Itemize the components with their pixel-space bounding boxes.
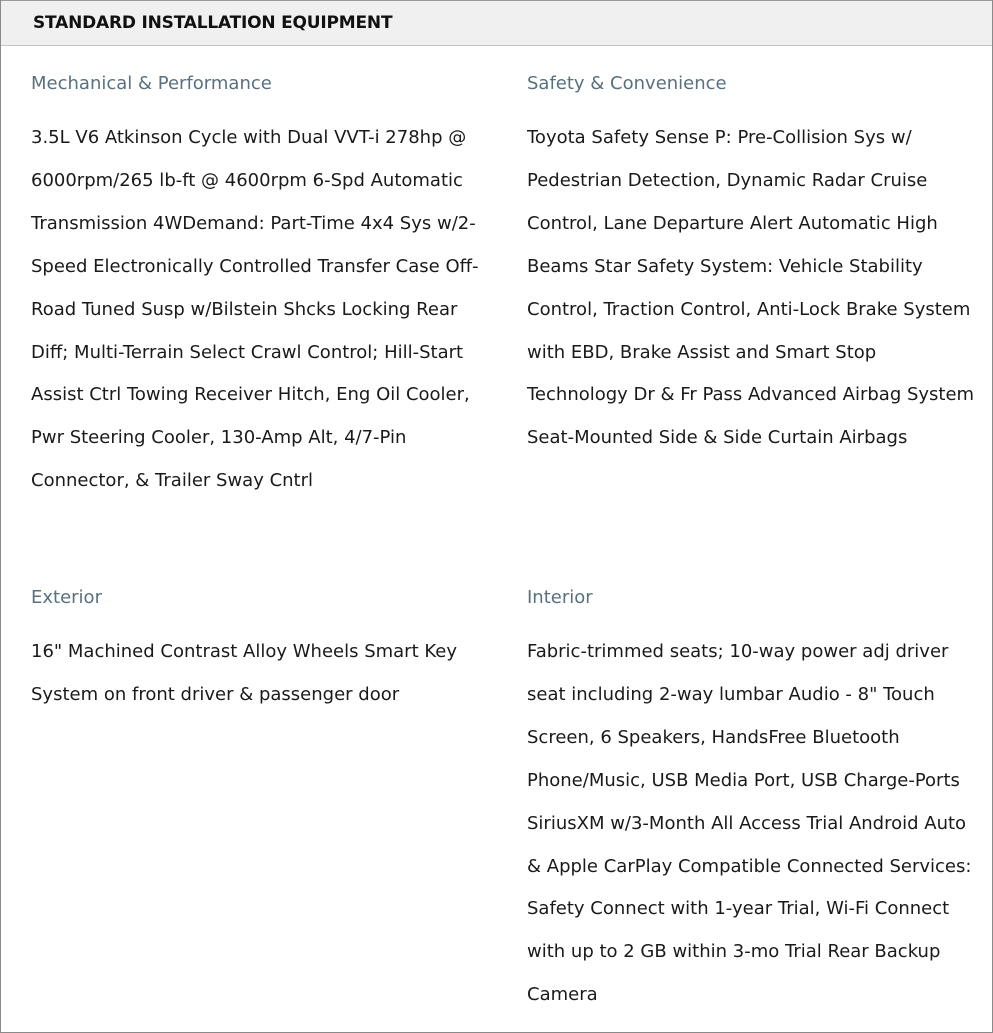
section-body-mechanical: 3.5L V6 Atkinson Cycle with Dual VVT-i 278hp @ 6000rpm/265 lb-ft @ 4600rpm 6-Spd Automatic Transmission 4WDemand: Part-Time 4x4 Sys w/2-Speed Electronically Controlled Transfer Case Off-Road Tuned Susp w/Bilstein Shcks Locking Rear Diff; Multi-Terrain Select Crawl Control; Hill-Start Assist Ctrl Towing Receiver Hitch, Eng Oil Cooler, Pwr Steering Cooler, 130-Amp Alt, 4/7-Pin Connector, & Trailer Sway Cntrl (31, 127, 479, 492)
section-mechanical (31, 72, 481, 503)
section-body-interior: Fabric-trimmed seats; 10-way power adj driver seat including 2-way lumbar Audio - 8" Touch Screen, 6 Speakers, HandsFree Bluetooth Phone/Music, USB Media Port, USB Charge-Ports SiriusXM w/3-Month All Access Trial Android Auto & Apple CarPlay Compatible Connected Services: Safety Connect with 1-year Trial, Wi-Fi Connect with up to 2 GB within 3-mo Trial Rear Backup Camera (527, 641, 972, 1006)
panel-title: STANDARD INSTALLATION EQUIPMENT (33, 13, 393, 33)
section-interior (527, 586, 977, 1017)
section-title-safety: Safety & Convenience (527, 73, 727, 94)
section-title-mechanical: Mechanical & Performance (31, 73, 272, 94)
section-body-safety: Toyota Safety Sense P: Pre-Collision Sys w/ Pedestrian Detection, Dynamic Radar Cruise Control, Lane Departure Alert Automatic High Beams Star Safety System: Vehicle Stability Control, Traction Control, Anti-Lock Brake System with EBD, Brake Assist and Smart Stop Technology Dr & Fr Pass Advanced Airbag System Seat-Mounted Side & Side Curtain Airbags (527, 127, 975, 449)
section-safety (527, 72, 977, 460)
section-title-exterior: Exterior (31, 587, 102, 608)
section-title-interior: Interior (527, 587, 593, 608)
section-exterior (31, 586, 481, 717)
section-body-exterior: 16" Machined Contrast Alloy Wheels Smart Key System on front driver & passenger door (31, 641, 457, 705)
panel-header (1, 0, 992, 46)
